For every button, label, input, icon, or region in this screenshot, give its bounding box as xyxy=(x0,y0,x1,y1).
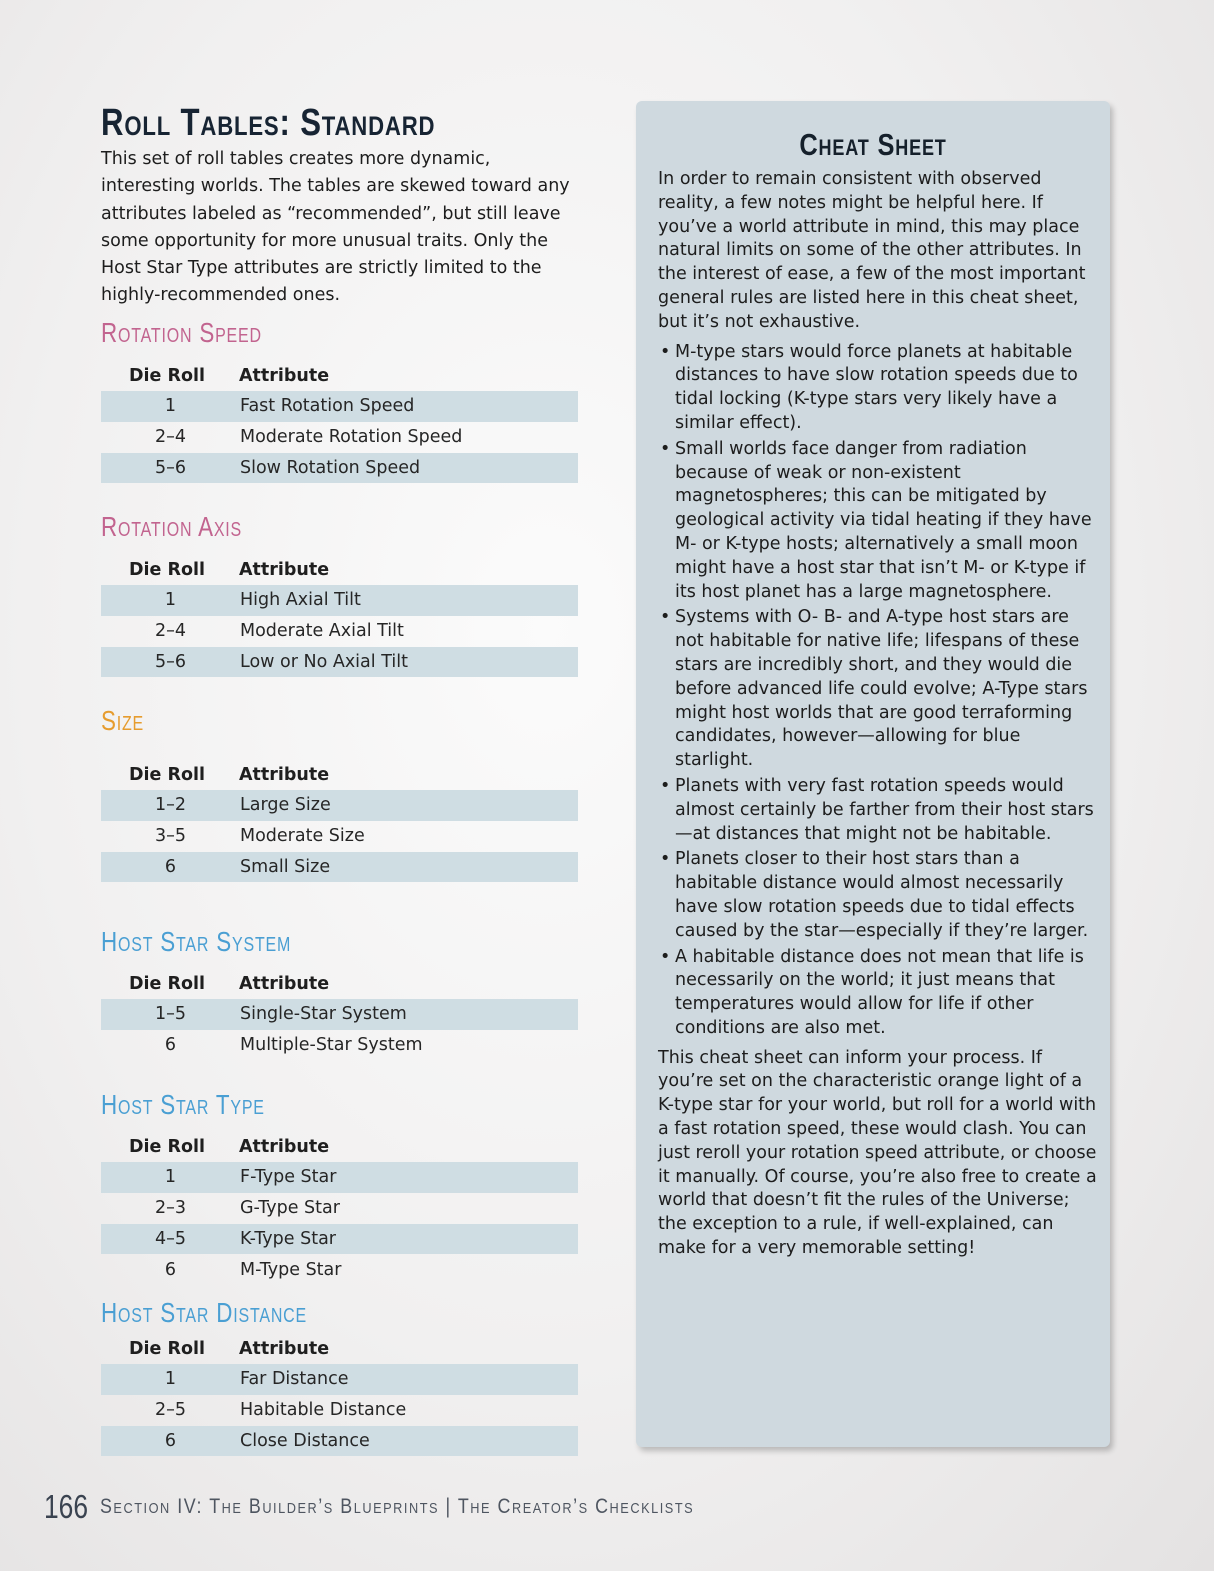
die-roll-header: Die Roll xyxy=(129,1136,205,1157)
table-row xyxy=(101,616,578,647)
host-star-type-table xyxy=(101,1131,578,1285)
host-star-system-table xyxy=(101,968,578,1061)
die-roll-cell: 6 xyxy=(164,1430,177,1451)
list-item: • Systems with O- B- and A-type host stars are not habitable for native life; lifespans of these stars are incredibly short, and they would die before advanced life could evolve; A-Type stars might host worlds that are good terraforming candidates, however—allowing for blue starlight. xyxy=(658,606,1098,773)
table-row xyxy=(101,1193,578,1224)
page-footer xyxy=(44,1488,799,1526)
attribute-cell: Multiple-Star System xyxy=(240,1035,423,1056)
die-roll-cell: 2–5 xyxy=(154,1400,187,1421)
attribute-header: Attribute xyxy=(239,559,330,580)
table-row xyxy=(101,1364,578,1395)
table-row xyxy=(101,647,578,678)
page-number: 166 xyxy=(44,1488,89,1525)
die-roll-cell: 1–2 xyxy=(154,795,187,816)
table-header xyxy=(101,1131,578,1162)
list-item: • Small worlds face danger from radiation because of weak or non-existent magnetospheres; this can be mitigated by geological activity via tidal heating if they have M- or K-type hosts; alternatively a small moon might have a host star that isn’t M- or K-type if its host planet has a large magnetosphere. xyxy=(658,438,1098,605)
attribute-cell: Large Size xyxy=(240,795,331,816)
table-row xyxy=(101,1162,578,1193)
attribute-cell: Moderate Axial Tilt xyxy=(240,621,404,642)
list-item: • M-type stars would force planets at habitable distances to have slow rotation speeds due to tidal locking (K-type stars very likely have a similar effect). xyxy=(658,341,1098,436)
table-header xyxy=(101,1333,578,1364)
running-footer: Section IV: The Builder’s Blueprints | The Creator’s Checklists xyxy=(100,1495,695,1518)
table-row xyxy=(101,391,578,422)
attribute-cell: G-Type Star xyxy=(240,1198,340,1219)
intro-paragraph: This set of roll tables creates more dynamic, interesting worlds. The tables are skewed toward any attributes labeled as “recommended”, but still leave some opportunity for more unusual traits. Only the Host Star Type attributes are strictly limited to the highly-recommended ones. xyxy=(101,149,570,306)
table-row xyxy=(101,999,578,1030)
attribute-cell: Low or No Axial Tilt xyxy=(240,651,408,672)
attribute-cell: F-Type Star xyxy=(240,1167,337,1188)
attribute-cell: Small Size xyxy=(240,856,331,877)
die-roll-cell: 2–4 xyxy=(154,621,187,642)
cheat-sheet-outro: This cheat sheet can inform your process. If you’re set on the characteristic orange light of a K-type star for your world, but roll for a world with a fast rotation speed, these would clash. You can just reroll your rotation speed attribute, or choose it manually. Of course, you’re also free to create a world that doesn’t fit the rules of the Universe; the exception to a rule, if well-explained, can make for a very memorable setting! xyxy=(658,1047,1097,1259)
list-item: • Planets with very fast rotation speeds would almost certainly be farther from their host stars—at distances that might not be habitable. xyxy=(658,775,1098,846)
table-header xyxy=(101,360,578,391)
table-row xyxy=(101,821,578,852)
table-row xyxy=(101,1395,578,1426)
cheat-sheet-body xyxy=(658,168,1098,1261)
table-row xyxy=(101,852,578,883)
table-row xyxy=(101,422,578,453)
die-roll-cell: 1 xyxy=(164,1369,177,1390)
attribute-header: Attribute xyxy=(239,1338,330,1359)
attribute-cell: Moderate Size xyxy=(240,826,365,847)
die-roll-cell: 5–6 xyxy=(154,651,187,672)
table-row xyxy=(101,1030,578,1061)
die-roll-header: Die Roll xyxy=(129,365,205,386)
cheat-sheet-list xyxy=(658,341,1098,1041)
die-roll-header: Die Roll xyxy=(129,559,205,580)
table-header xyxy=(101,554,578,585)
table-row xyxy=(101,1254,578,1285)
die-roll-header: Die Roll xyxy=(129,973,205,994)
die-roll-cell: 2–4 xyxy=(154,427,187,448)
die-roll-cell: 6 xyxy=(164,856,177,877)
table-row xyxy=(101,453,578,484)
left-column xyxy=(101,100,581,310)
table-row xyxy=(101,1426,578,1457)
host-star-type-heading: Host Star Type xyxy=(101,1089,265,1120)
list-item: • Planets closer to their host stars than a habitable distance would almost necessarily have slow rotation speeds due to tidal effects caused by the star—especially if they’re larger. xyxy=(658,848,1098,943)
die-roll-cell: 1 xyxy=(164,396,177,417)
attribute-header: Attribute xyxy=(239,973,330,994)
die-roll-cell: 4–5 xyxy=(154,1228,187,1249)
size-table xyxy=(101,759,578,882)
attribute-cell: Slow Rotation Speed xyxy=(240,457,421,478)
die-roll-cell: 3–5 xyxy=(154,826,187,847)
die-roll-cell: 5–6 xyxy=(154,457,187,478)
host-star-distance-table xyxy=(101,1333,578,1456)
attribute-header: Attribute xyxy=(239,1136,330,1157)
rotation-speed-table xyxy=(101,360,578,483)
attribute-cell: K-Type Star xyxy=(240,1228,336,1249)
die-roll-cell: 1 xyxy=(164,590,177,611)
attribute-header: Attribute xyxy=(239,365,330,386)
die-roll-cell: 6 xyxy=(164,1035,177,1056)
host-star-distance-heading: Host Star Distance xyxy=(101,1297,307,1328)
die-roll-cell: 1 xyxy=(164,1167,177,1188)
page-title: Roll Tables: Standard xyxy=(101,102,436,144)
rotation-speed-heading: Rotation Speed xyxy=(101,317,262,348)
rotation-axis-heading: Rotation Axis xyxy=(101,511,243,542)
attribute-cell: Single-Star System xyxy=(240,1004,407,1025)
cheat-sheet-sidebar xyxy=(636,101,1110,1447)
table-row xyxy=(101,790,578,821)
attribute-cell: M-Type Star xyxy=(240,1259,342,1280)
attribute-cell: Close Distance xyxy=(240,1430,370,1451)
attribute-cell: Far Distance xyxy=(240,1369,349,1390)
attribute-header: Attribute xyxy=(239,764,330,785)
attribute-cell: High Axial Tilt xyxy=(240,590,361,611)
table-row xyxy=(101,585,578,616)
rotation-axis-table xyxy=(101,554,578,677)
attribute-cell: Moderate Rotation Speed xyxy=(240,427,463,448)
table-header xyxy=(101,968,578,999)
host-star-system-heading: Host Star System xyxy=(101,926,292,957)
cheat-sheet-title: Cheat Sheet xyxy=(799,127,947,162)
list-item: • A habitable distance does not mean that life is necessarily on the world; it just means that temperatures would allow for life if other conditions are also met. xyxy=(658,946,1098,1041)
table-header xyxy=(101,759,578,790)
die-roll-cell: 6 xyxy=(164,1259,177,1280)
die-roll-cell: 1–5 xyxy=(154,1004,187,1025)
attribute-cell: Habitable Distance xyxy=(240,1400,407,1421)
die-roll-header: Die Roll xyxy=(129,1338,205,1359)
table-row xyxy=(101,1224,578,1255)
size-heading: Size xyxy=(101,705,145,736)
attribute-cell: Fast Rotation Speed xyxy=(240,396,415,417)
cheat-sheet-intro: In order to remain consistent with observed reality, a few notes might be helpful here. If you’ve a world attribute in mind, this may place natural limits on some of the other attributes. In the interest of ease, a few of the most important general rules are listed here in this cheat sheet, but it’s not exhaustive. xyxy=(658,169,1086,332)
die-roll-header: Die Roll xyxy=(129,764,205,785)
die-roll-cell: 2–3 xyxy=(154,1198,187,1219)
